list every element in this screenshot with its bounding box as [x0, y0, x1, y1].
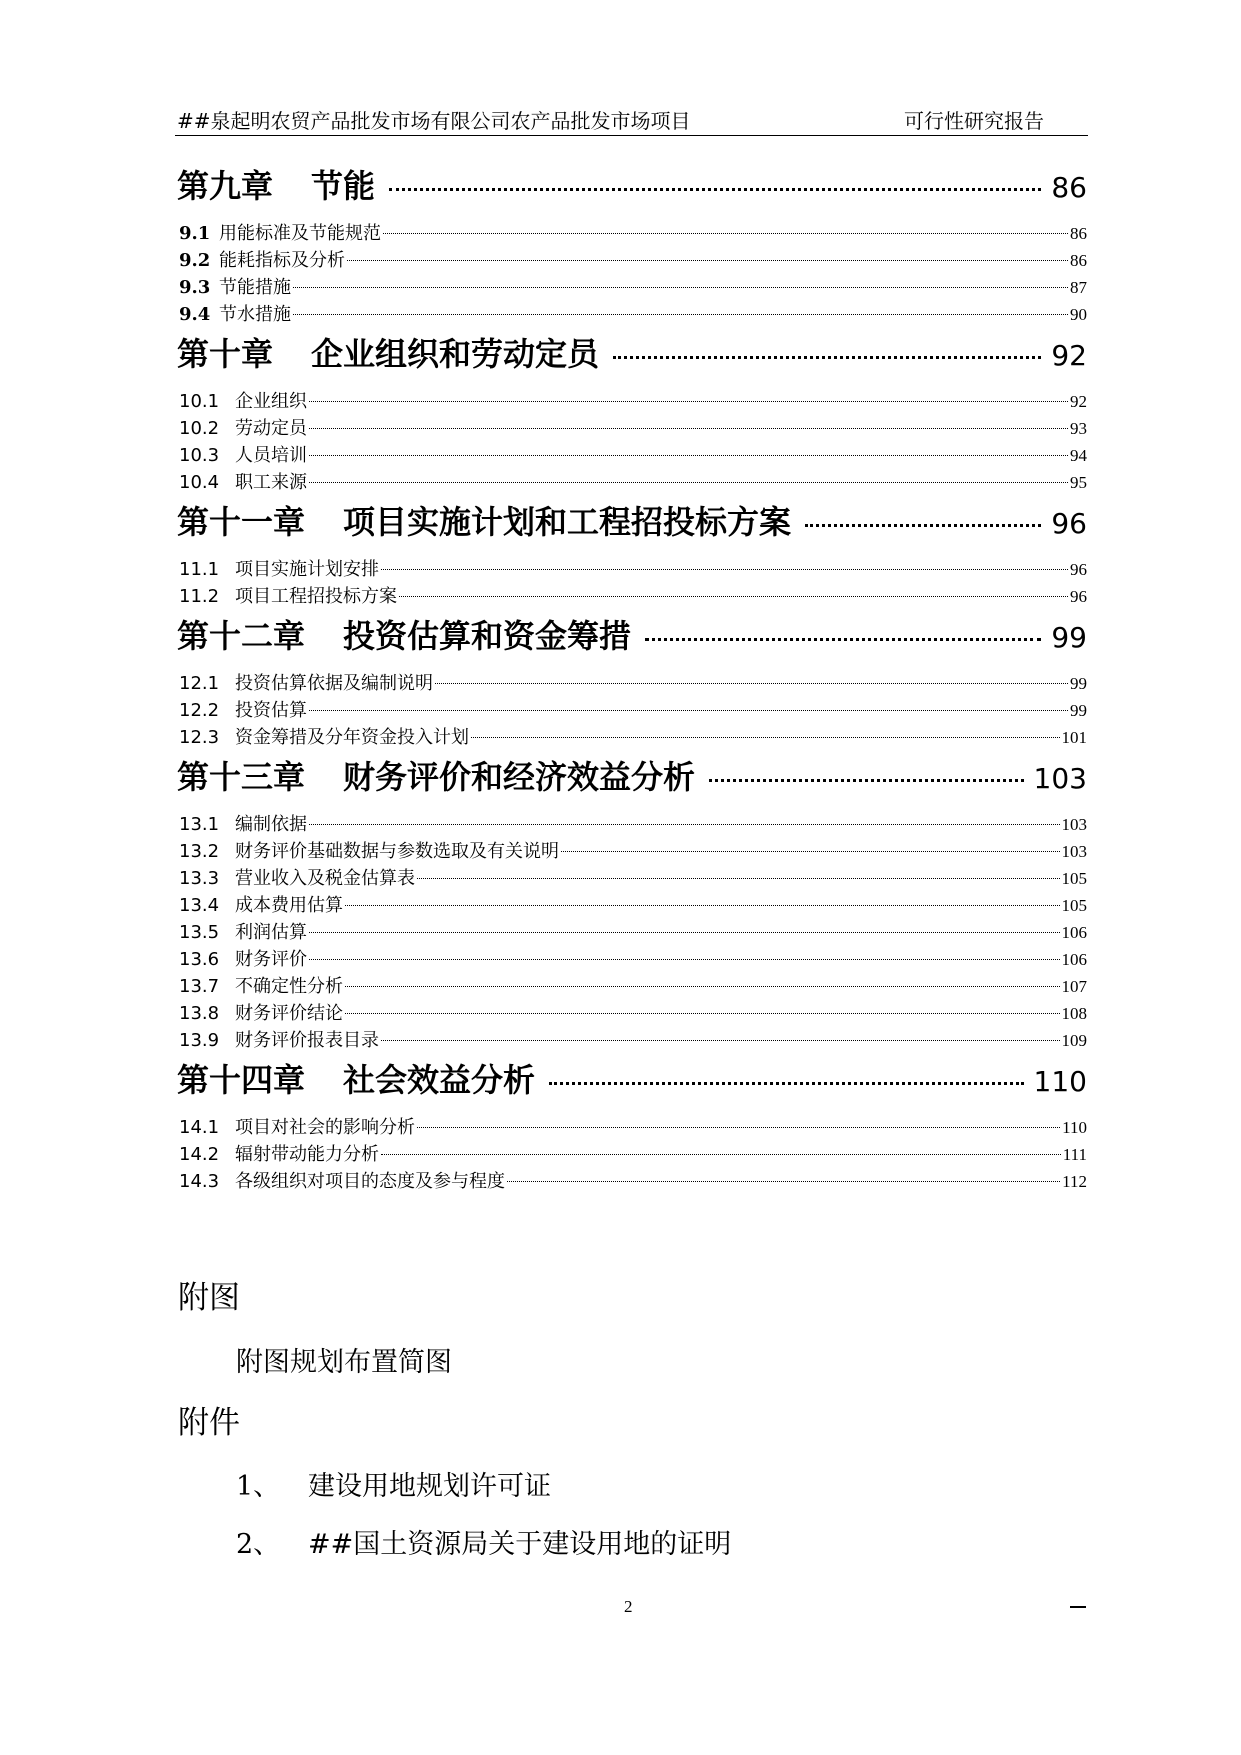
section-number: 12.1 [179, 673, 220, 694]
chapter-title: 项目实施计划和工程招投标方案 [343, 503, 792, 541]
section-page-number: 95 [1070, 473, 1087, 492]
section-page-number: 110 [1062, 1118, 1087, 1137]
toc-chapter-entry[interactable] [177, 610, 1087, 670]
figures-item: 附图规划布置简图 [236, 1347, 452, 1378]
dot-leader [435, 683, 1068, 684]
section-title: 利润估算 [235, 922, 307, 943]
toc-section-entry[interactable] [177, 973, 1087, 1000]
section-title: 能耗指标及分析 [219, 250, 345, 271]
dot-leader [293, 287, 1068, 288]
dot-leader [309, 401, 1068, 402]
running-header [175, 101, 1088, 136]
section-page-number: 111 [1062, 1145, 1087, 1164]
section-number: 13.4 [179, 895, 220, 916]
toc-section-entry[interactable] [177, 724, 1087, 751]
section-page-number: 106 [1061, 950, 1087, 969]
section-number: 14.1 [179, 1117, 220, 1138]
figures-heading: 附图 [178, 1280, 240, 1316]
attachments-heading: 附件 [178, 1405, 240, 1441]
dot-leader [561, 851, 1060, 852]
section-number: 10.3 [179, 445, 220, 466]
section-number: 9.2 [179, 250, 211, 271]
toc-section-entry[interactable] [177, 1168, 1087, 1195]
toc-section-entry[interactable] [177, 247, 1087, 274]
chapter-title: 社会效益分析 [343, 1061, 536, 1099]
section-page-number: 96 [1070, 587, 1087, 606]
chapter-title: 企业组织和劳动定员 [311, 335, 600, 373]
section-title: 成本费用估算 [235, 895, 343, 916]
attachment-number: 2、 [236, 1529, 281, 1560]
section-title: 编制依据 [235, 814, 307, 835]
footer-dash [1070, 1606, 1086, 1608]
section-page-number: 86 [1070, 224, 1087, 243]
section-number: 10.1 [179, 391, 220, 412]
dot-leader [381, 569, 1068, 570]
section-title: 用能标准及节能规范 [219, 223, 381, 244]
section-title: 投资估算 [235, 700, 307, 721]
section-number: 10.2 [179, 418, 220, 439]
toc-section-entry[interactable] [177, 388, 1087, 415]
section-page-number: 93 [1070, 419, 1087, 438]
attachment-label: ##国土资源局关于建设用地的证明 [308, 1529, 732, 1560]
section-number: 9.4 [179, 304, 211, 325]
section-title: 辐射带动能力分析 [235, 1144, 379, 1165]
dot-leader [549, 1082, 1024, 1085]
dot-leader [417, 878, 1060, 879]
section-number: 13.6 [179, 949, 220, 970]
section-title: 节能措施 [219, 277, 291, 298]
chapter-page-number: 103 [1033, 762, 1087, 795]
section-number: 12.3 [179, 727, 220, 748]
section-title: 营业收入及税金估算表 [235, 868, 415, 889]
toc-chapter-entry[interactable] [177, 160, 1087, 220]
attachment-label: 建设用地规划许可证 [308, 1471, 551, 1502]
dot-leader [381, 1040, 1060, 1041]
dot-leader [399, 596, 1068, 597]
section-title: 不确定性分析 [235, 976, 343, 997]
section-page-number: 112 [1062, 1172, 1087, 1191]
toc-chapter-entry[interactable] [177, 1054, 1087, 1114]
section-number: 13.9 [179, 1030, 220, 1051]
section-page-number: 107 [1061, 977, 1087, 996]
section-number: 13.7 [179, 976, 220, 997]
dot-leader [347, 260, 1068, 261]
attachment-number: 1、 [236, 1471, 281, 1502]
section-number: 9.1 [179, 223, 211, 244]
toc-section-entry[interactable] [177, 301, 1087, 328]
section-number: 12.2 [179, 700, 220, 721]
toc-chapter-entry[interactable] [177, 751, 1087, 811]
dot-leader [805, 524, 1041, 527]
chapter-number: 第十二章 [177, 617, 306, 655]
chapter-number: 第十四章 [177, 1061, 306, 1099]
toc-section-entry[interactable] [177, 697, 1087, 724]
toc-section-entry[interactable] [177, 946, 1087, 973]
section-number: 14.2 [179, 1144, 220, 1165]
section-page-number: 86 [1070, 251, 1087, 270]
toc-section-entry[interactable] [177, 1114, 1087, 1141]
dot-leader [293, 314, 1068, 315]
section-page-number: 94 [1070, 446, 1087, 465]
dot-leader [709, 779, 1024, 782]
chapter-page-number: 96 [1051, 507, 1087, 540]
toc-section-entry[interactable] [177, 442, 1087, 469]
section-number: 13.5 [179, 922, 220, 943]
section-number: 13.1 [179, 814, 220, 835]
chapter-title: 财务评价和经济效益分析 [343, 758, 696, 796]
toc-section-entry[interactable] [177, 670, 1087, 697]
dot-leader [309, 959, 1060, 960]
dot-leader [645, 638, 1041, 641]
toc-section-entry[interactable] [177, 892, 1087, 919]
chapter-number: 第十三章 [177, 758, 306, 796]
section-title: 投资估算依据及编制说明 [235, 673, 433, 694]
section-title: 财务评价结论 [235, 1003, 343, 1024]
section-page-number: 109 [1061, 1031, 1087, 1050]
section-number: 13.3 [179, 868, 220, 889]
section-title: 各级组织对项目的态度及参与程度 [235, 1171, 505, 1192]
section-number: 13.2 [179, 841, 220, 862]
section-page-number: 99 [1070, 701, 1087, 720]
section-page-number: 87 [1070, 278, 1087, 297]
chapter-title: 节能 [311, 167, 376, 205]
section-title: 项目工程招投标方案 [235, 586, 397, 607]
toc-section-entry[interactable] [177, 220, 1087, 247]
section-page-number: 99 [1070, 674, 1087, 693]
toc-section-entry[interactable] [177, 811, 1087, 838]
dot-leader [309, 428, 1068, 429]
dot-leader [507, 1181, 1060, 1182]
section-title: 资金筹措及分年资金投入计划 [235, 727, 469, 748]
chapter-title: 投资估算和资金筹措 [343, 617, 632, 655]
section-number: 9.3 [179, 277, 211, 298]
toc-section-entry[interactable] [177, 583, 1087, 610]
section-page-number: 105 [1061, 896, 1087, 915]
toc-chapter-entry[interactable] [177, 496, 1087, 556]
toc-section-entry[interactable] [177, 274, 1087, 301]
section-title: 项目实施计划安排 [235, 559, 379, 580]
section-title: 人员培训 [235, 445, 307, 466]
dot-leader [381, 1154, 1061, 1155]
section-page-number: 92 [1070, 392, 1087, 411]
toc-section-entry[interactable] [177, 1027, 1087, 1054]
section-number: 11.1 [179, 559, 220, 580]
chapter-page-number: 110 [1033, 1065, 1087, 1098]
dot-leader [309, 824, 1060, 825]
section-title: 项目对社会的影响分析 [235, 1117, 415, 1138]
dot-leader [389, 188, 1041, 191]
chapter-number: 第十一章 [177, 503, 306, 541]
dot-leader [471, 737, 1060, 738]
section-title: 节水措施 [219, 304, 291, 325]
toc-section-entry[interactable] [177, 1141, 1087, 1168]
section-page-number: 105 [1061, 869, 1087, 888]
dot-leader [383, 233, 1068, 234]
section-number: 13.8 [179, 1003, 220, 1024]
page-number: 2 [624, 1597, 633, 1616]
chapter-page-number: 99 [1051, 621, 1087, 654]
section-page-number: 101 [1061, 728, 1087, 747]
section-title: 职工来源 [235, 472, 307, 493]
toc-section-entry[interactable] [177, 556, 1087, 583]
section-title: 财务评价报表目录 [235, 1030, 379, 1051]
section-page-number: 103 [1061, 815, 1087, 834]
toc-section-entry[interactable] [177, 469, 1087, 496]
dot-leader [309, 710, 1068, 711]
section-title: 劳动定员 [235, 418, 307, 439]
dot-leader [345, 986, 1060, 987]
toc-chapter-entry[interactable] [177, 328, 1087, 388]
chapter-page-number: 86 [1051, 171, 1087, 204]
chapter-number: 第十章 [177, 335, 274, 373]
dot-leader [417, 1127, 1060, 1128]
dot-leader [345, 1013, 1060, 1014]
toc-section-entry[interactable] [177, 865, 1087, 892]
toc-section-entry[interactable] [177, 838, 1087, 865]
header-report-type: 可行性研究报告 [904, 109, 1044, 133]
section-page-number: 103 [1061, 842, 1087, 861]
dot-leader [309, 455, 1068, 456]
section-title: 财务评价基础数据与参数选取及有关说明 [235, 841, 559, 862]
chapter-number: 第九章 [177, 167, 274, 205]
section-page-number: 106 [1061, 923, 1087, 942]
dot-leader [345, 905, 1060, 906]
dot-leader [309, 482, 1068, 483]
section-number: 14.3 [179, 1171, 220, 1192]
section-number: 11.2 [179, 586, 220, 607]
chapter-page-number: 92 [1051, 339, 1087, 372]
section-title: 财务评价 [235, 949, 307, 970]
header-project-title: ##泉起明农贸产品批发市场有限公司农产品批发市场项目 [177, 109, 691, 133]
section-title: 企业组织 [235, 391, 307, 412]
section-number: 10.4 [179, 472, 220, 493]
toc-section-entry[interactable] [177, 415, 1087, 442]
toc-section-entry[interactable] [177, 1000, 1087, 1027]
section-page-number: 96 [1070, 560, 1087, 579]
table-of-contents [177, 160, 1087, 1195]
dot-leader [613, 356, 1041, 359]
toc-section-entry[interactable] [177, 919, 1087, 946]
section-page-number: 108 [1061, 1004, 1087, 1023]
dot-leader [309, 932, 1060, 933]
section-page-number: 90 [1070, 305, 1087, 324]
